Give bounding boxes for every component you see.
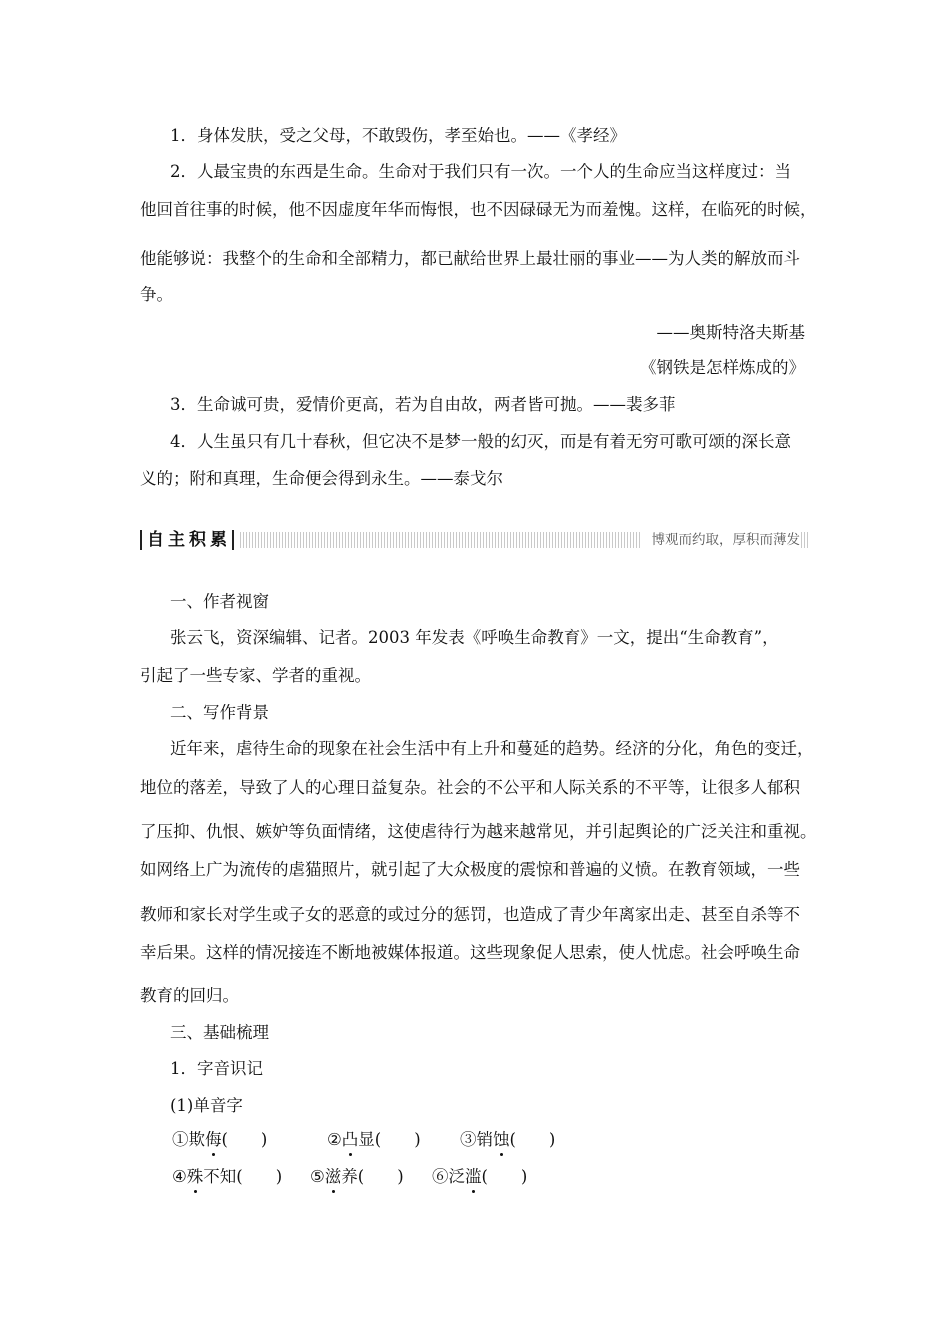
banner-slogan: 博观而约取，厚积而薄发 [642,529,801,551]
dotted-char: 殊 [187,1165,204,1189]
item-text: 欺 [188,1130,205,1149]
answer-blank[interactable]: ( ) [236,1167,283,1186]
quote-2-line-3: 他能够说：我整个的生命和全部精力，都已献给世界上最壮丽的事业——为人类的解放而斗 [140,249,800,268]
item-number: ① [172,1130,189,1149]
item-number: ③ [460,1130,477,1149]
section-2-line-4: 如网络上广为流传的虐猫照片，就引起了大众极度的震惊和普遍的义愤。在教育领域，一些 [140,860,800,879]
item-text: 显 [358,1130,375,1149]
dotted-char: 滋 [325,1165,342,1189]
banner-left-bar [140,530,142,550]
section-2-heading: 二、写作背景 [170,703,269,722]
item-text: 不知 [203,1167,237,1186]
quote-4-line-2: 义的；附和真理，生命便会得到永生。——泰戈尔 [140,469,503,488]
dotted-char: 侮 [205,1128,222,1152]
section-2-line-3: 了压抑、仇恨、嫉妒等负面情绪，这使虐待行为越来越常见，并引起舆论的广泛关注和重视。 [140,822,817,841]
quote-2-line-2: 他回首往事的时候，他不因虚度年华而悔恨，也不因碌碌无为而羞愧。这样，在临死的时候， [140,200,817,219]
section-1-heading: 一、作者视窗 [170,592,269,611]
dotted-char: 滥 [465,1165,482,1189]
pinyin-item-4 [172,1165,282,1189]
section-1-line-2: 引起了一些专家、学者的重视。 [140,666,371,685]
quote-3: 3．生命诚可贵，爱情价更高，若为自由故，两者皆可抛。——裴多菲 [170,395,676,414]
section-3-sub-1: 1．字音识记 [170,1059,263,1078]
quote-2-line-1: 2．人最宝贵的东西是生命。生命对于我们只有一次。一个人的生命应当这样度过：当 [170,162,791,181]
item-text: 销 [476,1130,493,1149]
item-number: ④ [172,1167,187,1186]
dotted-char: 凸 [342,1128,359,1152]
section-2-line-7: 教育的回归。 [140,986,239,1005]
pinyin-item-2 [327,1128,421,1152]
item-text: 养 [341,1167,358,1186]
answer-blank[interactable]: ( ) [357,1167,404,1186]
item-number: ⑤ [310,1167,325,1186]
answer-blank[interactable]: ( ) [481,1167,528,1186]
quote-2-source: 《钢铁是怎样炼成的》 [640,358,805,377]
pinyin-item-3 [460,1128,555,1152]
section-2-line-6: 幸后果。这样的情况接连不断地被媒体报道。这些现象促人思索，使人忧虑。社会呼唤生命 [140,943,800,962]
dotted-char: 蚀 [493,1128,510,1152]
banner-title: 自主积累 [147,530,231,550]
pinyin-item-1 [172,1128,267,1152]
section-3-heading: 三、基础梳理 [170,1023,269,1042]
section-2-line-1: 近年来，虐待生命的现象在社会生活中有上升和蔓延的趋势。经济的分化，角色的变迁， [170,739,814,758]
item-number: ② [327,1130,342,1149]
item-text: 泛 [448,1167,465,1186]
answer-blank[interactable]: ( ) [509,1130,556,1149]
banner-right-bar [232,530,234,550]
section-banner [140,527,810,553]
pinyin-item-6 [432,1165,527,1189]
section-1-line-1: 张云飞，资深编辑、记者。2003 年发表《呼唤生命教育》一文，提出“生命教育”， [170,628,779,647]
quote-2-line-4: 争。 [140,285,173,304]
answer-blank[interactable]: ( ) [374,1130,421,1149]
section-2-line-2: 地位的落差，导致了人的心理日益复杂。社会的不公平和人际关系的不平等，让很多人郁积 [140,778,800,797]
quote-1: 1．身体发肤，受之父母，不敢毁伤，孝至始也。——《孝经》 [170,126,626,145]
quote-4-line-1: 4．人生虽只有几十春秋，但它决不是梦一般的幻灭，而是有着无穷可歌可颂的深长意 [170,432,791,451]
pinyin-item-5 [310,1165,404,1189]
answer-blank[interactable]: ( ) [221,1130,268,1149]
item-number: ⑥ [432,1167,449,1186]
section-3-sub-2: (1)单音字 [170,1096,243,1115]
section-2-line-5: 教师和家长对学生或子女的恶意的或过分的惩罚，也造成了青少年离家出走、甚至自杀等不 [140,905,800,924]
quote-2-author: ——奥斯特洛夫斯基 [656,323,805,342]
